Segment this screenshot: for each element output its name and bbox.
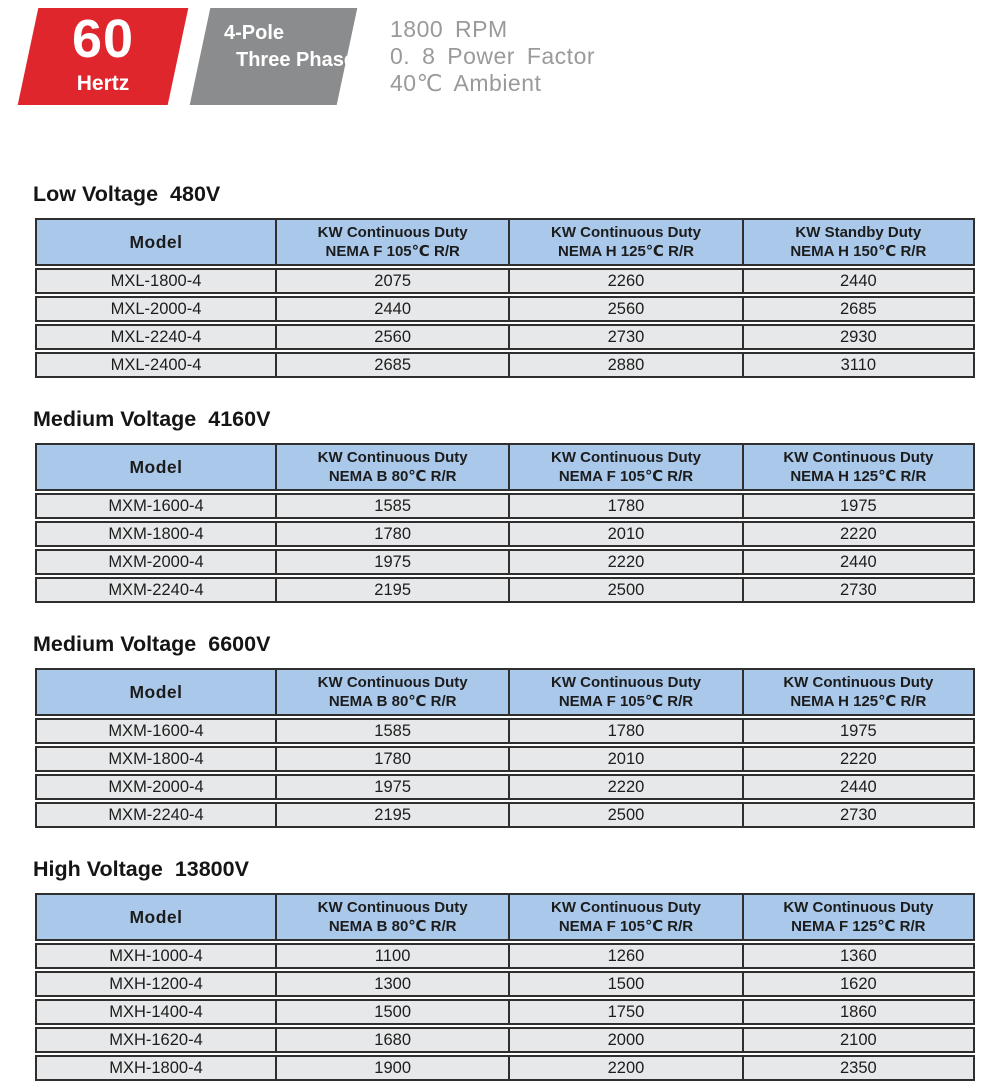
- table-row: [35, 999, 975, 1025]
- voltage-sections: [0, 168, 1005, 1083]
- column-header-line1: Model: [129, 456, 183, 477]
- table-row: [35, 746, 975, 772]
- column-header-line1: KW Continuous Duty: [317, 449, 468, 466]
- kw-value-cell: 2010: [508, 746, 741, 772]
- column-header-line1: KW Continuous Duty: [551, 674, 701, 691]
- column-header-line2: NEMA F 105℃ R/R: [558, 468, 694, 485]
- kw-value-cell: 2200: [508, 1055, 741, 1081]
- kw-value-cell: 1780: [275, 746, 508, 772]
- kw-value-cell: 2220: [742, 521, 975, 547]
- kw-value-cell: 1975: [275, 774, 508, 800]
- model-cell: MXH-1620-4: [35, 1027, 275, 1053]
- table-row: [35, 971, 975, 997]
- model-cell: MXM-1600-4: [35, 718, 275, 744]
- model-cell: MXL-2400-4: [35, 352, 275, 378]
- kw-value-cell: 1585: [275, 493, 508, 519]
- kw-value-cell: 1300: [275, 971, 508, 997]
- kw-value-cell: 2730: [742, 802, 975, 828]
- column-header-line2: NEMA F 105℃ R/R: [558, 693, 694, 710]
- spec-rpm: 1800 RPM: [390, 16, 508, 42]
- model-cell: MXH-1000-4: [35, 943, 275, 969]
- voltage-section: [0, 168, 1005, 380]
- section-title-label: Medium Voltage: [33, 632, 197, 656]
- model-cell: MXM-2240-4: [35, 802, 275, 828]
- column-header-line2: NEMA B 80℃ R/R: [328, 918, 457, 935]
- header-row: [35, 668, 975, 716]
- kw-value-cell: 2930: [742, 324, 975, 350]
- column-header: [742, 443, 975, 491]
- table-row: [35, 352, 975, 378]
- header-row: [35, 218, 975, 266]
- section-title: [33, 168, 1005, 207]
- kw-value-cell: 2440: [275, 296, 508, 322]
- column-header: [35, 893, 275, 941]
- section-title: [33, 843, 1005, 882]
- column-header-line1: KW Continuous Duty: [551, 899, 701, 916]
- table-row: [35, 943, 975, 969]
- kw-value-cell: 2730: [508, 324, 741, 350]
- spec-ambient: 40℃ Ambient: [390, 70, 542, 96]
- kw-value-cell: 1900: [275, 1055, 508, 1081]
- model-cell: MXM-2240-4: [35, 577, 275, 603]
- column-header-line1: KW Continuous Duty: [317, 224, 468, 241]
- voltage-section: [0, 843, 1005, 1083]
- section-title-voltage: 4160V: [208, 407, 271, 431]
- table-row: [35, 493, 975, 519]
- kw-value-cell: 1975: [742, 493, 975, 519]
- column-header: [742, 668, 975, 716]
- table-row: [35, 549, 975, 575]
- column-header: [35, 668, 275, 716]
- kw-value-cell: 1975: [275, 549, 508, 575]
- pole-line1: 4-Pole: [224, 22, 285, 44]
- column-header: [275, 443, 508, 491]
- section-title-label: Low Voltage: [33, 182, 159, 206]
- table-row: [35, 521, 975, 547]
- model-cell: MXM-1600-4: [35, 493, 275, 519]
- model-cell: MXM-2000-4: [35, 549, 275, 575]
- column-header: [742, 893, 975, 941]
- model-cell: MXM-1800-4: [35, 521, 275, 547]
- kw-value-cell: 2220: [508, 774, 741, 800]
- column-header-line2: NEMA F 105℃ R/R: [558, 918, 694, 935]
- section-title: [33, 393, 1005, 432]
- kw-value-cell: 1680: [275, 1027, 508, 1053]
- kw-value-cell: 1780: [508, 718, 741, 744]
- kw-value-cell: 2880: [508, 352, 741, 378]
- kw-value-cell: 2500: [508, 577, 741, 603]
- column-header-line2: NEMA H 125℃ R/R: [790, 693, 927, 710]
- section-title-label: High Voltage: [33, 857, 163, 881]
- kw-value-cell: 1100: [275, 943, 508, 969]
- column-header: [275, 893, 508, 941]
- kw-value-cell: 2195: [275, 802, 508, 828]
- section-title-label: Medium Voltage: [33, 407, 197, 431]
- spec-table: [35, 891, 975, 1083]
- frequency-value: 60: [71, 9, 135, 69]
- kw-value-cell: 2440: [742, 268, 975, 294]
- table-row: [35, 774, 975, 800]
- table-row: [35, 296, 975, 322]
- table-row: [35, 802, 975, 828]
- column-header-line1: Model: [129, 231, 183, 252]
- kw-value-cell: 1500: [275, 999, 508, 1025]
- column-header: [508, 893, 741, 941]
- column-header-line1: KW Continuous Duty: [317, 899, 468, 916]
- model-cell: MXM-1800-4: [35, 746, 275, 772]
- kw-value-cell: 1620: [742, 971, 975, 997]
- column-header-line1: KW Standby Duty: [795, 224, 922, 241]
- kw-value-cell: 2075: [275, 268, 508, 294]
- table-row: [35, 718, 975, 744]
- kw-value-cell: 1975: [742, 718, 975, 744]
- spec-table: [35, 666, 975, 830]
- column-header: [742, 218, 975, 266]
- top-banner: [0, 0, 1005, 168]
- kw-value-cell: 2195: [275, 577, 508, 603]
- kw-value-cell: 2560: [275, 324, 508, 350]
- header-row: [35, 443, 975, 491]
- column-header-line2: NEMA B 80℃ R/R: [328, 693, 457, 710]
- column-header-line2: NEMA H 150℃ R/R: [790, 243, 927, 260]
- kw-value-cell: 2440: [742, 549, 975, 575]
- header-row: [35, 893, 975, 941]
- model-cell: MXH-1800-4: [35, 1055, 275, 1081]
- kw-value-cell: 1860: [742, 999, 975, 1025]
- kw-value-cell: 2500: [508, 802, 741, 828]
- section-title: [33, 618, 1005, 657]
- voltage-section: [0, 393, 1005, 605]
- column-header: [275, 668, 508, 716]
- column-header-line2: NEMA H 125℃ R/R: [790, 468, 927, 485]
- model-cell: MXL-1800-4: [35, 268, 275, 294]
- table-row: [35, 268, 975, 294]
- column-header-line2: NEMA B 80℃ R/R: [328, 468, 457, 485]
- kw-value-cell: 3110: [742, 352, 975, 378]
- column-header-line2: NEMA F 105℃ R/R: [325, 243, 460, 260]
- kw-value-cell: 2220: [742, 746, 975, 772]
- model-cell: MXH-1400-4: [35, 999, 275, 1025]
- spec-table: [35, 216, 975, 380]
- kw-value-cell: 2100: [742, 1027, 975, 1053]
- column-header: [508, 218, 741, 266]
- kw-value-cell: 1750: [508, 999, 741, 1025]
- column-header: [508, 668, 741, 716]
- kw-value-cell: 2685: [742, 296, 975, 322]
- column-header: [35, 218, 275, 266]
- column-header: [35, 443, 275, 491]
- kw-value-cell: 2000: [508, 1027, 741, 1053]
- column-header-line1: KW Continuous Duty: [551, 224, 701, 241]
- table-row: [35, 1027, 975, 1053]
- column-header-line1: KW Continuous Duty: [783, 674, 934, 691]
- kw-value-cell: 1260: [508, 943, 741, 969]
- column-header-line1: Model: [129, 906, 183, 927]
- spec-table: [35, 441, 975, 605]
- column-header-line1: Model: [129, 681, 183, 702]
- voltage-section: [0, 618, 1005, 830]
- section-title-voltage: 13800V: [174, 857, 249, 881]
- pole-line2: Three Phase: [236, 49, 355, 71]
- ratings-conditions: [390, 16, 595, 97]
- kw-value-cell: 2440: [742, 774, 975, 800]
- column-header-line1: KW Continuous Duty: [783, 899, 934, 916]
- column-header-line2: NEMA H 125℃ R/R: [558, 243, 694, 260]
- table-row: [35, 324, 975, 350]
- table-row: [35, 577, 975, 603]
- kw-value-cell: 2220: [508, 549, 741, 575]
- kw-value-cell: 2260: [508, 268, 741, 294]
- kw-value-cell: 1500: [508, 971, 741, 997]
- column-header-line2: NEMA F 125℃ R/R: [791, 918, 926, 935]
- column-header: [275, 218, 508, 266]
- column-header: [508, 443, 741, 491]
- model-cell: MXH-1200-4: [35, 971, 275, 997]
- kw-value-cell: 2010: [508, 521, 741, 547]
- kw-value-cell: 1780: [275, 521, 508, 547]
- column-header-line1: KW Continuous Duty: [783, 449, 934, 466]
- kw-value-cell: 2730: [742, 577, 975, 603]
- frequency-label: Hertz: [76, 72, 130, 95]
- spec-power-factor: 0. 8 Power Factor: [390, 43, 596, 69]
- model-cell: MXL-2000-4: [35, 296, 275, 322]
- kw-value-cell: 1585: [275, 718, 508, 744]
- model-cell: MXM-2000-4: [35, 774, 275, 800]
- section-title-voltage: 480V: [170, 182, 221, 206]
- section-title-voltage: 6600V: [208, 632, 271, 656]
- model-cell: MXL-2240-4: [35, 324, 275, 350]
- kw-value-cell: 1360: [742, 943, 975, 969]
- kw-value-cell: 2560: [508, 296, 741, 322]
- kw-value-cell: 2350: [742, 1055, 975, 1081]
- table-row: [35, 1055, 975, 1081]
- kw-value-cell: 2685: [275, 352, 508, 378]
- column-header-line1: KW Continuous Duty: [551, 449, 701, 466]
- kw-value-cell: 1780: [508, 493, 741, 519]
- column-header-line1: KW Continuous Duty: [317, 674, 468, 691]
